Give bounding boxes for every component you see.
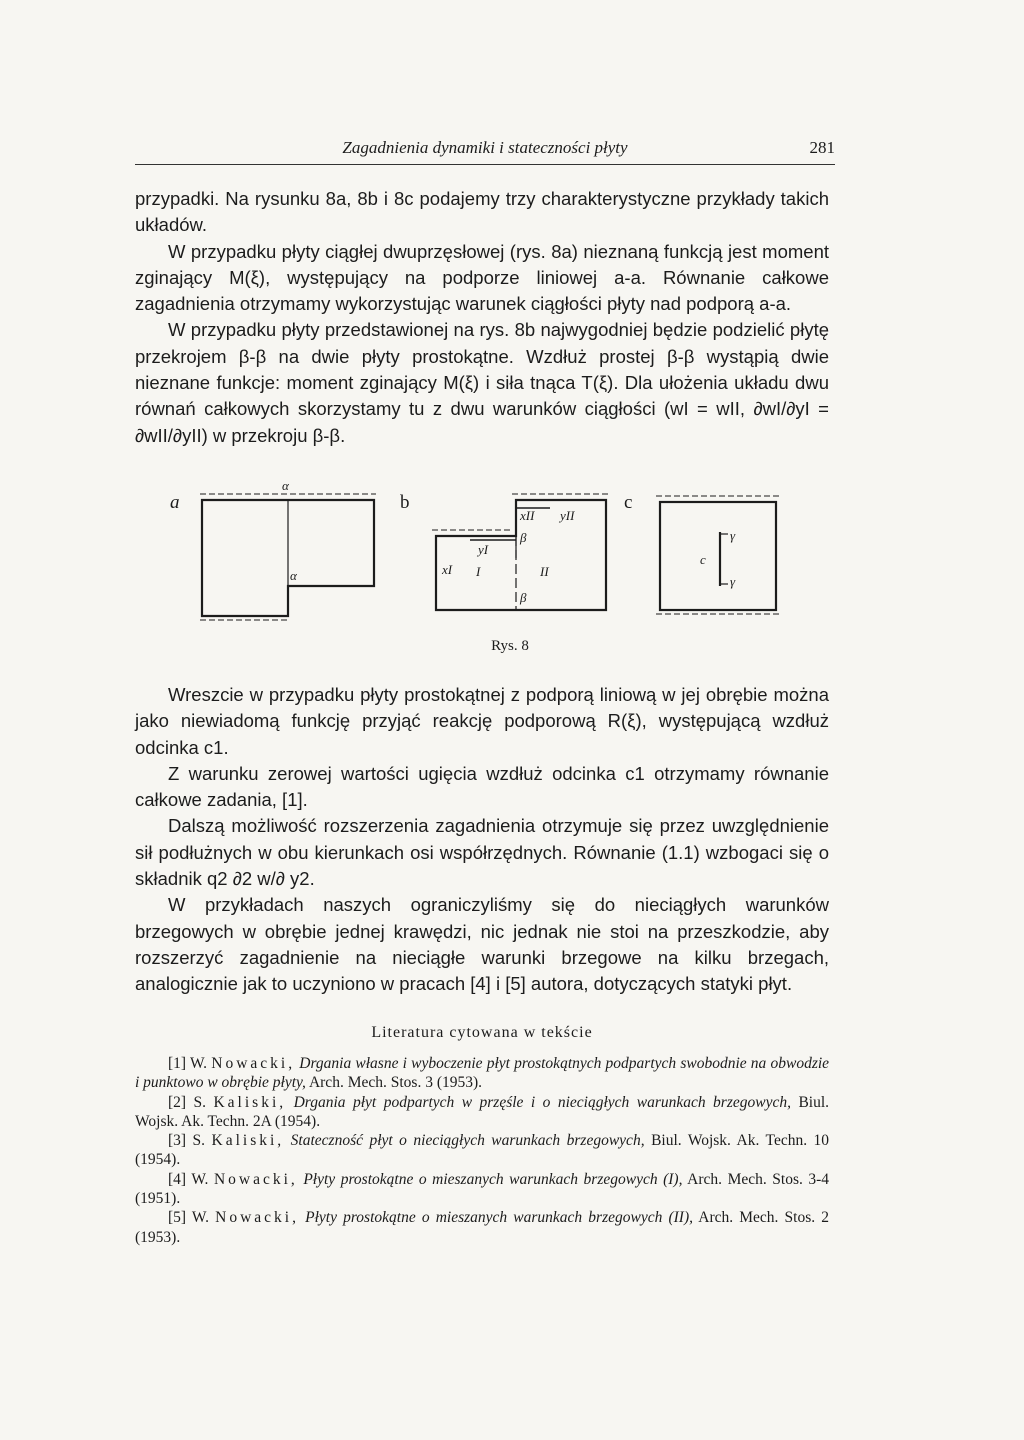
ref-title: Płyty prostokątne o mieszanych warunkach brzegowych (I), bbox=[303, 1170, 683, 1188]
ref-source: Biul. Wojsk. Ak. Techn. 10 (1954). bbox=[135, 1132, 830, 1169]
paragraph: W przypadku płyty przedstawionej na rys. 8b najwygodniej będzie podzielić płytę przekrojem β-β na dwie płyty prostokątne. Wzdłuż prostej β-β wystąpią dwie nieznane funkcje: moment zginający M(ξ) i siła tnąca T(ξ). Dla ułożenia układu dwu równań całkowych skorzystamy tu z dwu warunków ciągłości (wI = wII, ∂wI/∂yI = ∂wII/∂yII) w przekroju β-β. bbox=[135, 319, 829, 446]
reference-item bbox=[135, 1170, 829, 1209]
ref-author: Kaliski, bbox=[211, 1132, 285, 1150]
reference-item bbox=[135, 1093, 829, 1132]
plate-c-outline bbox=[660, 502, 776, 610]
figure-label-b: b bbox=[400, 492, 410, 513]
ref-author: Nowacki, bbox=[211, 1055, 296, 1072]
reference-item bbox=[135, 1131, 829, 1170]
annotation-yII: yII bbox=[560, 508, 575, 523]
ref-number: [1] W. bbox=[168, 1055, 208, 1072]
ref-source: Arch. Mech. Stos. 3-4 (1951). bbox=[135, 1170, 830, 1208]
annotation-beta-top: β bbox=[520, 530, 527, 545]
annotation-gamma-top: γ bbox=[730, 528, 736, 543]
reference-item bbox=[135, 1208, 829, 1247]
annotation-alpha-top: α bbox=[282, 478, 289, 493]
page-number: 281 bbox=[809, 138, 835, 157]
annotation-region-I: I bbox=[476, 564, 481, 579]
ref-author: Nowacki, bbox=[213, 1170, 298, 1188]
ref-title: Płyty prostokątne o mieszanych warunkach brzegowych (II), bbox=[305, 1209, 693, 1227]
annotation-region-II: II bbox=[540, 564, 549, 579]
paragraph: Wreszcie w przypadku płyty prostokątnej z podporą liniową w jej obrębie można jako niewiadomą funkcję przyjąć reakcję podporową R(ξ), występującą wzdłuż odcinka c1. bbox=[135, 684, 829, 758]
annotation-xII: xII bbox=[520, 508, 535, 523]
ref-source: Arch. Mech. Stos. 2 (1953). bbox=[135, 1209, 830, 1246]
annotation-beta-bottom: β bbox=[520, 590, 527, 605]
figure-drawing bbox=[170, 478, 810, 638]
annotation-alpha-bottom: α bbox=[290, 568, 297, 583]
ref-title: Drgania własne i wyboczenie płyt prostokątnych podpartych swobodnie na obwodzie i punktowo w obrębie płyty, bbox=[135, 1055, 830, 1092]
ref-number: [5] W. bbox=[168, 1209, 210, 1227]
annotation-c: c bbox=[700, 552, 706, 567]
ref-number: [3] S. bbox=[168, 1132, 206, 1150]
ref-source: Biul. Wojsk. Ak. Techn. 2A (1954). bbox=[135, 1093, 830, 1130]
ref-title: Stateczność płyt o nieciągłych warunkach brzegowych, bbox=[290, 1132, 645, 1150]
ref-author: Nowacki, bbox=[215, 1209, 299, 1227]
running-head bbox=[135, 134, 835, 165]
ref-title: Drgania płyt podpartych w przęśle i o nieciągłych warunkach brzegowych, bbox=[293, 1093, 791, 1111]
annotation-gamma-bottom: γ bbox=[730, 574, 736, 589]
figure-label-a: a bbox=[170, 492, 180, 513]
paragraph: W przypadku płyty ciągłej dwuprzęsłowej (rys. 8a) nieznaną funkcją jest moment zginający M(ξ), występujący na podporze liniowej a-a. Równanie całkowe zagadnienia otrzymamy wykorzystując warunek ciągłości płyty nad podporą a-a. bbox=[135, 240, 829, 315]
reference-item bbox=[135, 1054, 829, 1093]
body-text-top bbox=[135, 186, 829, 449]
paragraph: przypadki. Na rysunku 8a, 8b i 8c podajemy trzy charakterystyczne przykłady takich układów. bbox=[135, 188, 829, 236]
annotation-xI: xI bbox=[442, 562, 453, 577]
paragraph: W przykładach naszych ograniczyliśmy się do nieciągłych warunków brzegowych w obrębie jednej krawędzi, nic jednak nie stoi na przeszkodzie, aby rozszerzyć zagadnienie na nieciągłe warunki brzegowe na kilku brzegach, analogicznie jak to uczyniono w pracach [4] i [5] autora, dotyczących statyki płyt. bbox=[135, 894, 829, 995]
paragraph: Dalszą możliwość rozszerzenia zagadnienia otrzymuje się przez uwzględnienie sił podłużnych w obu kierunkach osi współrzędnych. Równanie (1.1) wzbogaci się o składnik q2 ∂2 w/∂ y2. bbox=[135, 815, 829, 890]
body-text-bottom bbox=[135, 682, 829, 998]
figure-caption: Rys. 8 bbox=[491, 638, 529, 654]
paragraph: Z warunku zerowej wartości ugięcia wzdłuż odcinka c1 otrzymamy równanie całkowe zadania, [1]. bbox=[135, 762, 829, 811]
ref-number: [4] W. bbox=[168, 1170, 209, 1188]
figure-label-c: c bbox=[624, 492, 633, 513]
annotation-yI: yI bbox=[478, 542, 489, 557]
ref-author: Kaliski, bbox=[213, 1093, 287, 1111]
references-heading: Literatura cytowana w tekście bbox=[371, 1024, 593, 1041]
ref-number: [2] S. bbox=[168, 1093, 207, 1111]
ref-source: Arch. Mech. Stos. 3 (1953). bbox=[308, 1074, 483, 1092]
figure-8 bbox=[170, 478, 810, 658]
references-list bbox=[135, 1054, 829, 1247]
running-title: Zagadnienia dynamiki i stateczności płyty bbox=[342, 138, 628, 157]
